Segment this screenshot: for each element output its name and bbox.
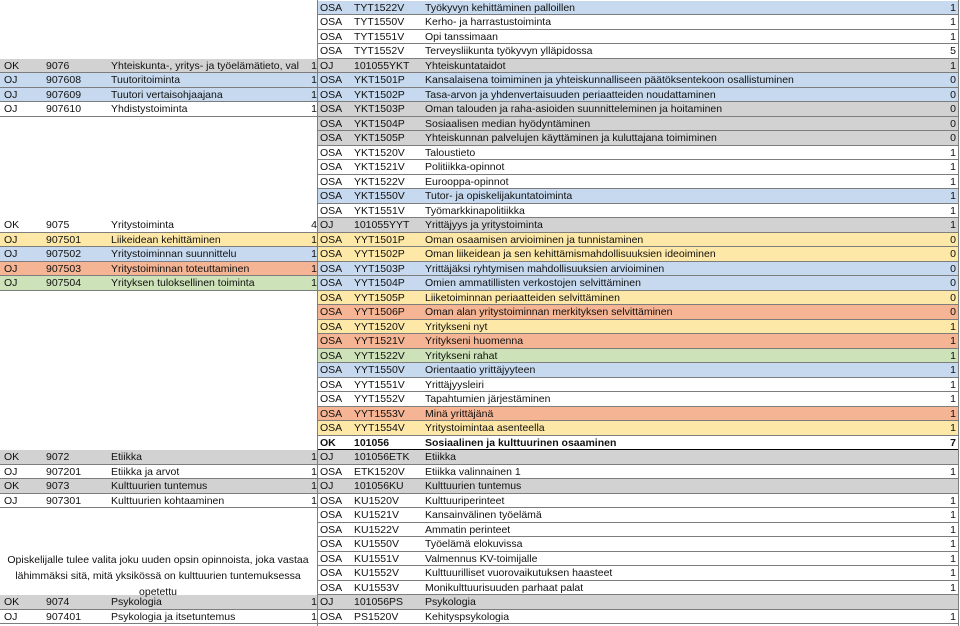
right_rows-row <box>0 276 960 291</box>
right_rows-name-cell: Etiikka <box>425 451 456 463</box>
right_rows-code-cell: YYT1505P <box>354 291 405 304</box>
left_rows-qty-cell: 1 <box>311 480 317 492</box>
right_rows-name-cell: Tutor- ja opiskelijakuntatoiminta <box>425 190 573 202</box>
right_rows-type-cell: OSA <box>320 306 343 318</box>
right_rows-code-cell: YYT1506P <box>354 306 405 318</box>
right_rows-row <box>0 537 960 552</box>
left_rows-code-cell: 907301 <box>46 494 82 507</box>
right_rows-qty-cell: 1 <box>950 552 956 565</box>
right_rows-code-cell: 101055YYT <box>354 219 410 231</box>
left_rows-name-cell: Yhdistystoiminta <box>111 103 188 115</box>
right_rows-type-cell: OSA <box>320 581 343 594</box>
right_rows-qty-cell: 0 <box>950 88 956 101</box>
right_rows-name-cell: Yrittäjäksi ryhtymisen mahdollisuuksien arvioiminen <box>425 262 665 275</box>
right_rows-row <box>0 160 960 175</box>
right_rows-qty-cell: 1 <box>950 538 956 550</box>
right_rows-qty-cell: 7 <box>950 436 956 449</box>
left_rows-code-cell: 907503 <box>46 262 82 275</box>
right_rows-type-cell: OSA <box>320 45 343 57</box>
left_rows-name-cell: Yrityksen tuloksellinen toiminta <box>111 277 255 289</box>
right_rows-type-cell: OSA <box>320 146 343 159</box>
right_rows-row <box>0 117 960 132</box>
left_rows-name-cell: Psykologia <box>111 596 162 608</box>
right_rows-type-cell: OSA <box>320 523 343 536</box>
right_rows-type-cell: OSA <box>320 552 343 565</box>
right_rows-row <box>0 421 960 436</box>
right_rows-qty-cell: 0 <box>950 262 956 275</box>
right_rows-type-cell: OSA <box>320 422 343 434</box>
right_rows-name-cell: Oman alan yritystoiminnan merkityksen selvittäminen <box>425 306 673 318</box>
left_rows-qty-cell: 1 <box>311 610 317 623</box>
left_rows-name-cell: Etiikka ja arvot <box>111 465 180 478</box>
right_rows-code-cell: YYT1551V <box>354 378 405 391</box>
left_rows-code-cell: 9076 <box>46 59 70 72</box>
right_rows-type-cell: OSA <box>320 88 343 101</box>
right_rows-row <box>0 102 960 117</box>
right_rows-qty-cell: 1 <box>950 581 956 594</box>
right_rows-code-cell: YYT1553V <box>354 407 405 420</box>
right_rows-row <box>0 44 960 59</box>
right_rows-code-cell: YKT1503P <box>354 103 405 115</box>
right_rows-name-cell: Ammatin perinteet <box>425 523 511 536</box>
right_rows-row <box>0 204 960 219</box>
right_rows-qty-cell: 1 <box>950 494 956 507</box>
left_rows-code-cell: 907401 <box>46 610 82 623</box>
left_rows-type-cell: OJ <box>4 494 18 507</box>
left_rows-type-cell: OJ <box>4 277 18 289</box>
right_rows-type-cell: OSA <box>320 262 343 275</box>
right_rows-code-cell: KU1521V <box>354 509 399 521</box>
left_rows-code-cell: 907504 <box>46 277 82 289</box>
right_rows-row <box>0 131 960 146</box>
left_rows-code-cell: 907609 <box>46 88 82 101</box>
right_rows-qty-cell: 1 <box>950 567 956 579</box>
right_rows-qty-cell: 1 <box>950 465 956 478</box>
right_rows-type-cell: OSA <box>320 494 343 507</box>
right_rows-name-cell: Valmennus KV-toimijalle <box>425 552 538 565</box>
right_rows-code-cell: 101056KU <box>354 480 404 492</box>
left_rows-code-cell: 9072 <box>46 451 70 463</box>
column-separator <box>317 0 318 626</box>
left_rows-type-cell: OJ <box>4 233 18 246</box>
right_rows-row <box>0 59 960 74</box>
right_rows-qty-cell: 1 <box>950 407 956 420</box>
right_rows-qty-cell: 1 <box>950 509 956 521</box>
left_rows-qty-cell: 1 <box>311 103 317 115</box>
right_rows-name-cell: Omien ammatillisten verkostojen selvittäminen <box>425 277 641 289</box>
right_rows-type-cell: OJ <box>320 596 334 608</box>
right_rows-code-cell: KU1551V <box>354 552 399 565</box>
right_rows-qty-cell <box>945 479 956 494</box>
right_rows-name-cell: Kerho- ja harrastustoiminta <box>425 16 552 28</box>
right_rows-code-cell: YYT1521V <box>354 335 405 347</box>
right_rows-type-cell: OSA <box>320 103 343 115</box>
right_rows-name-cell: Oman liikeidean ja sen kehittämismahdollisuuksien ideoiminen <box>425 248 716 260</box>
right_rows-type-cell: OSA <box>320 16 343 28</box>
right_rows-qty-cell: 1 <box>950 523 956 536</box>
right_rows-qty-cell: 0 <box>950 103 956 115</box>
right_rows-type-cell: OSA <box>320 335 343 347</box>
right_rows-code-cell: 101056 <box>354 436 390 449</box>
right_rows-code-cell: 101055YKT <box>354 59 410 72</box>
right_rows-code-cell: TYT1550V <box>354 16 405 28</box>
left_rows-type-cell: OK <box>4 219 20 231</box>
right_rows-qty-cell: 1 <box>950 161 956 173</box>
right_rows-row <box>0 146 960 161</box>
right_rows-name-cell: Kulttuurilliset vuorovaikutuksen haasteet <box>425 567 613 579</box>
right_rows-type-cell: OSA <box>320 364 343 376</box>
right_rows-code-cell: KU1520V <box>354 494 399 507</box>
left_rows-name-cell: Liikeidean kehittäminen <box>111 233 221 246</box>
right_rows-name-cell: Kulttuuriperinteet <box>425 494 505 507</box>
right_rows-type-cell: OSA <box>320 161 343 173</box>
left_rows-qty-cell: 4 <box>311 219 317 231</box>
right_rows-code-cell: YYT1502P <box>354 248 405 260</box>
right_rows-name-cell: Sosiaalisen median hyödyntäminen <box>425 117 591 130</box>
left_rows-qty-cell: 1 <box>311 465 317 478</box>
left_rows-name-cell: Etiikka <box>111 451 142 463</box>
left_rows-qty-cell: 1 <box>311 59 317 72</box>
right_rows-type-cell: OSA <box>320 465 343 478</box>
right_rows-qty-cell: 0 <box>950 132 956 144</box>
right_rows-qty-cell: 0 <box>950 291 956 304</box>
right_rows-name-cell: Oman talouden ja raha-asioiden suunnitteleminen ja hoitaminen <box>425 103 723 115</box>
left_rows-name-cell: Yritystoiminta <box>111 219 175 231</box>
right_rows-name-cell: Kehityspsykologia <box>425 610 510 623</box>
right_rows-type-cell: OSA <box>320 320 343 333</box>
right_rows-qty-cell: 1 <box>950 349 956 362</box>
right_rows-qty-cell: 0 <box>950 74 956 86</box>
left_rows-type-cell: OK <box>4 451 20 463</box>
left_rows-code-cell: 907501 <box>46 233 82 246</box>
right_rows-name-cell: Eurooppa-opinnot <box>425 175 509 188</box>
right_rows-type-cell: OSA <box>320 349 343 362</box>
right_rows-row <box>0 291 960 306</box>
right_rows-qty-cell: 1 <box>950 219 956 231</box>
right_rows-name-cell: Opi tanssimaan <box>425 30 498 43</box>
mapping-note: Opiskelijalle tulee valita joku uuden opsin opinnoista, joka vastaa lähimmäksi sitä, mitä yksikössä on kulttuurien tuntemuksessa opetettu <box>7 554 309 598</box>
left_rows-qty-cell: 1 <box>311 233 317 246</box>
right_rows-type-cell: OSA <box>320 248 343 260</box>
right_rows-row <box>0 349 960 364</box>
right_rows-row <box>0 523 960 538</box>
right_rows-qty-cell: 0 <box>950 306 956 318</box>
right_rows-name-cell: Liiketoiminnan periaatteiden selvittäminen <box>425 291 620 304</box>
right_rows-qty-cell: 1 <box>950 422 956 434</box>
right_rows-code-cell: YYT1504P <box>354 277 405 289</box>
left_rows-name-cell: Tuutori vertaisohjaajana <box>111 88 223 101</box>
right_rows-row <box>0 494 960 509</box>
right_rows-name-cell: Etiikka valinnainen 1 <box>425 465 521 478</box>
right_rows-row <box>0 305 960 320</box>
right_rows-type-cell: OSA <box>320 393 343 405</box>
right_rows-qty-cell: 0 <box>950 233 956 246</box>
right_rows-type-cell: OSA <box>320 74 343 86</box>
right_rows-qty-cell: 0 <box>950 117 956 130</box>
right_rows-code-cell: TYT1522V <box>354 1 405 14</box>
right_rows-row <box>0 1 960 16</box>
left_rows-type-cell: OJ <box>4 610 18 623</box>
left_rows-type-cell: OJ <box>4 262 18 275</box>
left_rows-type-cell: OK <box>4 480 20 492</box>
right_rows-type-cell: OSA <box>320 175 343 188</box>
right_rows-name-cell: Orientaatio yrittäjyyteen <box>425 364 536 376</box>
right_rows-type-cell: OSA <box>320 233 343 246</box>
right_rows-name-cell: Työkyvyn kehittäminen palloillen <box>425 1 575 14</box>
right_rows-type-cell: OJ <box>320 219 334 231</box>
left_rows-code-cell: 9074 <box>46 596 70 608</box>
right_rows-row <box>0 218 960 233</box>
right_rows-type-cell: OSA <box>320 567 343 579</box>
right_rows-name-cell: Työelämä elokuvissa <box>425 538 523 550</box>
right_rows-type-cell: OSA <box>320 378 343 391</box>
right_rows-name-cell: Tapahtumien järjestäminen <box>425 393 551 405</box>
right_rows-row <box>0 407 960 422</box>
right_rows-name-cell: Työmarkkinapolitiikka <box>425 204 525 217</box>
right_rows-row <box>0 378 960 393</box>
column-separator <box>958 0 959 626</box>
right_rows-qty-cell <box>945 595 956 610</box>
right_rows-type-cell: OSA <box>320 117 343 130</box>
right_rows-name-cell: Yrittäjyysleiri <box>425 378 484 391</box>
right_rows-qty-cell: 1 <box>950 364 956 376</box>
right_rows-type-cell: OSA <box>320 538 343 550</box>
right_rows-type-cell: OSA <box>320 204 343 217</box>
right_rows-code-cell: YYT1503P <box>354 262 405 275</box>
right_rows-type-cell: OJ <box>320 451 334 463</box>
left_rows-name-cell: Kulttuurien kohtaaminen <box>111 494 225 507</box>
right_rows-qty-cell: 1 <box>950 30 956 43</box>
right_rows-type-cell: OSA <box>320 291 343 304</box>
left_rows-type-cell: OJ <box>4 248 18 260</box>
right_rows-code-cell: YYT1520V <box>354 320 405 333</box>
left_rows-qty-cell: 1 <box>311 451 317 463</box>
right_rows-code-cell: KU1552V <box>354 567 399 579</box>
right_rows-qty-cell: 5 <box>950 45 956 57</box>
right_rows-qty-cell: 1 <box>950 378 956 391</box>
right_rows-name-cell: Kansainvälinen työelämä <box>425 509 542 521</box>
right_rows-row <box>0 363 960 378</box>
right_rows-code-cell: YKT1521V <box>354 161 405 173</box>
right_rows-row <box>0 508 960 523</box>
right_rows-row <box>0 320 960 335</box>
left_rows-qty-cell: 1 <box>311 74 317 86</box>
right_rows-code-cell: YKT1550V <box>354 190 405 202</box>
left_rows-qty-cell: 1 <box>311 88 317 101</box>
right_rows-type-cell: OSA <box>320 132 343 144</box>
left_rows-name-cell: Tuutoritoiminta <box>111 74 181 86</box>
right_rows-code-cell: KU1550V <box>354 538 399 550</box>
left_rows-qty-cell: 1 <box>311 596 317 608</box>
left_rows-name-cell: Yritystoiminnan toteuttaminen <box>111 262 250 275</box>
right_rows-name-cell: Minä yrittäjänä <box>425 407 494 420</box>
right_rows-qty-cell <box>945 450 956 465</box>
right_rows-name-cell: Psykologia <box>425 596 476 608</box>
right_rows-code-cell: TYT1551V <box>354 30 405 43</box>
left_rows-code-cell: 907502 <box>46 248 82 260</box>
left_rows-name-cell: Psykologia ja itsetuntemus <box>111 610 236 623</box>
left_rows-code-cell: 907610 <box>46 103 82 115</box>
right_rows-name-cell: Terveysliikunta työkyvyn ylläpidossa <box>425 45 593 57</box>
right_rows-code-cell: YKT1505P <box>354 132 405 144</box>
right_rows-row <box>0 189 960 204</box>
right_rows-row <box>0 73 960 88</box>
right_rows-name-cell: Oman osaamisen arvioiminen ja tunnistaminen <box>425 233 644 246</box>
right_rows-type-cell: OSA <box>320 277 343 289</box>
left_rows-qty-cell: 1 <box>311 277 317 289</box>
right_rows-code-cell: YKT1502P <box>354 88 405 101</box>
right_rows-name-cell: Kansalaisena toimiminen ja yhteiskunnalliseen päätöksentekoon osallistuminen <box>425 74 794 86</box>
right_rows-row <box>0 247 960 262</box>
right_rows-name-cell: Yritystoimintaa asenteella <box>425 422 545 434</box>
right_rows-code-cell: KU1553V <box>354 581 399 594</box>
right_rows-name-cell: Yhteiskuntataidot <box>425 59 506 72</box>
left_rows-code-cell: 9073 <box>46 480 70 492</box>
right_rows-name-cell: Kulttuurien tuntemus <box>425 480 522 492</box>
left_rows-code-cell: 907201 <box>46 465 82 478</box>
right_rows-row <box>0 88 960 103</box>
right_rows-qty-cell: 1 <box>950 393 956 405</box>
left_rows-type-cell: OJ <box>4 74 18 86</box>
right_rows-type-cell: OSA <box>320 1 343 14</box>
right_rows-qty-cell: 1 <box>950 146 956 159</box>
right_rows-row <box>0 610 960 625</box>
right_rows-code-cell: TYT1552V <box>354 45 405 57</box>
right_rows-type-cell: OSA <box>320 610 343 623</box>
left_rows-code-cell: 907608 <box>46 74 82 86</box>
right_rows-code-cell: YKT1501P <box>354 74 405 86</box>
right_rows-name-cell: Tasa-arvon ja yhdenvertaisuuden periaatteiden noudattaminen <box>425 88 716 101</box>
right_rows-name-cell: Yritykseni huomenna <box>425 335 524 347</box>
right_rows-row <box>0 262 960 277</box>
right_rows-type-cell: OJ <box>320 59 334 72</box>
right_rows-qty-cell: 1 <box>950 190 956 202</box>
right_rows-code-cell: YYT1552V <box>354 393 405 405</box>
right_rows-code-cell: YYT1550V <box>354 364 405 376</box>
right_rows-row <box>0 479 960 494</box>
right_rows-qty-cell: 0 <box>950 277 956 289</box>
right_rows-qty-cell: 1 <box>950 16 956 28</box>
left_rows-qty-cell: 1 <box>311 494 317 507</box>
left_rows-type-cell: OK <box>4 596 20 608</box>
right_rows-type-cell: OJ <box>320 480 334 492</box>
right_rows-name-cell: Yritykseni nyt <box>425 320 488 333</box>
right_rows-code-cell: YKT1520V <box>354 146 405 159</box>
right_rows-qty-cell: 1 <box>950 610 956 623</box>
left_rows-type-cell: OJ <box>4 465 18 478</box>
right_rows-name-cell: Monikulttuurisuuden parhaat palat <box>425 581 584 594</box>
right_rows-qty-cell: 1 <box>950 59 956 72</box>
right_rows-code-cell: YYT1554V <box>354 422 405 434</box>
left_rows-name-cell: Yritystoiminnan suunnittelu <box>111 248 237 260</box>
right_rows-code-cell: YYT1522V <box>354 349 405 362</box>
right_rows-code-cell: ETK1520V <box>354 465 405 478</box>
right_rows-qty-cell: 1 <box>950 175 956 188</box>
right_rows-code-cell: YKT1551V <box>354 204 405 217</box>
right_rows-row <box>0 175 960 190</box>
right_rows-row <box>0 334 960 349</box>
right_rows-name-cell: Politiikka-opinnot <box>425 161 505 173</box>
right_rows-qty-cell: 1 <box>950 335 956 347</box>
right_rows-code-cell: 101056PS <box>354 596 404 608</box>
right_rows-type-cell: OSA <box>320 30 343 43</box>
left_rows-name-cell: Kulttuurien tuntemus <box>111 480 208 492</box>
right_rows-code-cell: PS1520V <box>354 610 399 623</box>
right_rows-qty-cell: 1 <box>950 1 956 14</box>
right_rows-code-cell: YYT1501P <box>354 233 405 246</box>
left_rows-qty-cell: 1 <box>311 248 317 260</box>
right_rows-name-cell: Yrittäjyys ja yritystoiminta <box>425 219 543 231</box>
right_rows-code-cell: KU1522V <box>354 523 399 536</box>
right_rows-name-cell: Sosiaalinen ja kulttuurinen osaaminen <box>425 436 617 449</box>
right_rows-name-cell: Yhteiskunnan palvelujen käyttäminen ja kuluttajana toimiminen <box>425 132 717 144</box>
left_rows-type-cell: OK <box>4 59 20 72</box>
left_rows-type-cell: OJ <box>4 88 18 101</box>
right_rows-type-cell: OSA <box>320 190 343 202</box>
right_rows-row <box>0 450 960 465</box>
right_rows-row <box>0 30 960 45</box>
right_rows-row <box>0 465 960 480</box>
right_rows-code-cell: YKT1522V <box>354 175 405 188</box>
right_rows-type-cell: OSA <box>320 407 343 420</box>
right_rows-name-cell: Yritykseni rahat <box>425 349 498 362</box>
right_rows-row <box>0 392 960 407</box>
right_rows-qty-cell: 0 <box>950 248 956 260</box>
left_rows-code-cell: 9075 <box>46 219 70 231</box>
right_rows-row <box>0 233 960 248</box>
right_rows-qty-cell: 1 <box>950 320 956 333</box>
left_rows-name-cell: Yhteiskunta-, yritys- ja työelämätieto, val <box>111 59 299 72</box>
right_rows-code-cell: 101056ETK <box>354 451 410 463</box>
right_rows-row <box>0 436 960 451</box>
right_rows-type-cell: OSA <box>320 509 343 521</box>
right_rows-type-cell: OK <box>320 436 336 449</box>
right_rows-code-cell: YKT1504P <box>354 117 405 130</box>
right_rows-row <box>0 15 960 30</box>
left_rows-qty-cell: 1 <box>311 262 317 275</box>
right_rows-qty-cell: 1 <box>950 204 956 217</box>
left_rows-type-cell: OJ <box>4 103 18 115</box>
right_rows-name-cell: Taloustieto <box>425 146 476 159</box>
